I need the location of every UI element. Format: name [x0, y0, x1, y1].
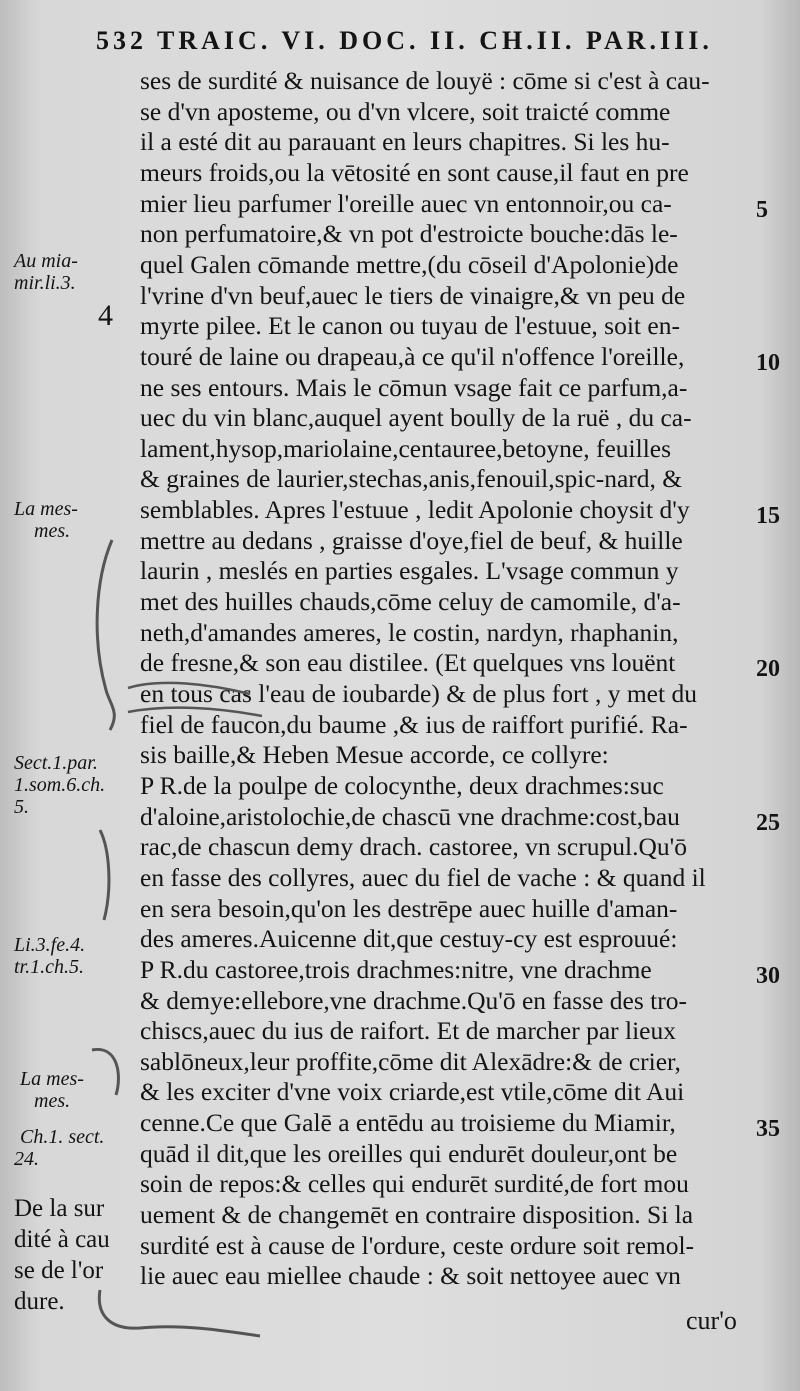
text-line: en tous cas l'eau de ioubarde) & de plus fort , y met du — [140, 679, 697, 708]
text-line: des ameres.Auicenne dit,que cestuy-cy est esprouué: — [140, 924, 678, 953]
text-line: rac,de chascun demy drach. castoree, vn scrupul.Qu'ō — [140, 832, 687, 861]
text-line: P R.du castoree,trois drachmes:nitre, vne drachme — [140, 955, 652, 984]
text-line: meurs froids,ou la vētosité en sont cause,il faut en pre — [140, 158, 689, 187]
margin-note-line: 5. — [14, 796, 29, 818]
text-line: d'aloine,aristolochie,de chascū vne drachme:cost,bau — [140, 802, 680, 831]
text-line: l'vrine d'vn beuf,auec le tiers de vinaigre,& vn peu de — [140, 281, 686, 310]
margin-note-line: mir.li.3. — [14, 272, 76, 294]
margin-note-line: Au mia- — [14, 250, 78, 272]
text-line: & demye:ellebore,vne drachme.Qu'ō en fasse des tro- — [140, 986, 687, 1015]
text-line: de fresne,& son eau distilee. (Et quelques vns louënt — [140, 648, 676, 677]
ink-bracket-mark — [99, 1290, 260, 1336]
text-line: sis baille,& Heben Mesue accorde, ce collyre: — [140, 740, 609, 769]
text-line: lament,hysop,mariolaine,centauree,betoyne, feuilles — [140, 434, 672, 463]
margin-note-line: Li.3.fe.4. — [14, 934, 86, 956]
line-number: 25 — [756, 810, 780, 836]
line-number: 5 — [756, 197, 768, 223]
margin-note-line: Ch.1. sect. — [20, 1126, 105, 1148]
text-line: cenne.Ce que Galē a entēdu au troisieme du Miamir, — [140, 1108, 676, 1137]
text-line: neth,d'amandes ameres, le costin, nardyn, rhaphanin, — [140, 618, 679, 647]
ink-bracket-mark — [100, 830, 109, 920]
text-line: surdité est à cause de l'ordure, ceste ordure soit remol- — [140, 1231, 695, 1260]
margin-note-line: dité à cau — [14, 1226, 110, 1253]
text-line: non perfumatoire,& vn pot d'estroicte bouche:dās le- — [140, 219, 678, 248]
text-line: en sera besoin,qu'on les destrēpe auec huille d'aman- — [140, 894, 678, 923]
text-line: lie auec eau miellee chaude : & soit nettoyee auec vn — [140, 1261, 681, 1290]
line-number: 20 — [756, 656, 780, 682]
margin-note-line: dure. — [14, 1288, 65, 1315]
catchword: cur'o — [686, 1306, 737, 1335]
ink-bracket-mark — [97, 540, 114, 730]
margin-note-line: 1.som.6.ch. — [14, 774, 106, 796]
text-line: myrte pilee. Et le canon ou tuyau de l'estuue, soit en- — [140, 311, 680, 340]
text-line: & graines de laurier,stechas,anis,fenouil,spic-nard, & — [140, 464, 683, 493]
margin-note-line: La mes- — [14, 498, 78, 520]
text-line: fiel de faucon,du baume ,& ius de raiffort purifié. Ra- — [140, 710, 688, 739]
text-line: semblables. Apres l'estuue , ledit Apolonie choysit d'y — [140, 495, 690, 524]
margin-note-line: Sect.1.par. — [14, 752, 98, 774]
text-line: mier lieu parfumer l'oreille auec vn entonnoir,ou ca- — [140, 189, 672, 218]
text-line: sablōneux,leur proffite,cōme dit Alexādre:& de crier, — [140, 1047, 681, 1076]
line-number: 10 — [756, 350, 780, 376]
ink-underline-mark — [128, 683, 262, 716]
text-line: laurin , meslés en parties esgales. L'vsage commun y — [140, 556, 679, 585]
text-line: en fasse des collyres, auec du fiel de vache : & quand il — [140, 863, 706, 892]
text-line: ne ses entours. Mais le cōmun vsage fait ce parfum,a- — [140, 373, 688, 402]
text-line: se d'vn aposteme, ou d'vn vlcere, soit traicté comme — [140, 97, 671, 126]
text-line: quād il dit,que les oreilles qui endurēt douleur,ont be — [140, 1139, 678, 1168]
margin-note-line: se de l'or — [14, 1257, 104, 1284]
text-line: mettre au dedans , graisse d'oye,fiel de beuf, & huille — [140, 526, 683, 555]
text-line: P R.de la poulpe de colocynthe, deux drachmes:suc — [140, 771, 664, 800]
line-number: 30 — [756, 963, 780, 989]
line-number: 15 — [756, 503, 780, 529]
text-line: soin de repos:& celles qui endurēt surdité,de fort mou — [140, 1169, 689, 1198]
margin-note-line: 24. — [14, 1148, 39, 1170]
text-line: chiscs,auec du ius de raifort. Et de marcher par lieux — [140, 1016, 676, 1045]
line-number: 35 — [756, 1116, 780, 1142]
text-line: touré de laine ou drapeau,à ce qu'il n'offence l'oreille, — [140, 342, 685, 371]
text-line: ses de surdité & nuisance de louyë : cōme si c'est à cau- — [140, 66, 710, 95]
text-line: & les exciter d'vne voix criarde,est vtile,cōme dit Aui — [140, 1077, 685, 1106]
text-line: uec du vin blanc,auquel ayent boully de la ruë , du ca- — [140, 403, 692, 432]
ink-bracket-mark — [92, 1049, 118, 1095]
text-line: il a esté dit au parauant en leurs chapitres. Si les hu- — [140, 127, 670, 156]
margin-note-line: tr.1.ch.5. — [14, 956, 84, 978]
running-header: 532 TRAIC. VI. DOC. II. CH.II. PAR.III. — [96, 26, 713, 55]
margin-note-line: De la sur — [14, 1195, 105, 1222]
text-line: quel Galen cōmande mettre,(du cōseil d'Apolonie)de — [140, 250, 679, 279]
text-line: met des huilles chauds,cōme celuy de camomile, d'a- — [140, 587, 681, 616]
margin-note-line: mes. — [34, 520, 71, 542]
margin-note-line: mes. — [34, 1090, 71, 1112]
margin-note-line: La mes- — [20, 1068, 84, 1090]
margin-note-line: 4 — [98, 299, 113, 332]
text-line: uement & de changemēt en contraire disposition. Si la — [140, 1200, 694, 1229]
